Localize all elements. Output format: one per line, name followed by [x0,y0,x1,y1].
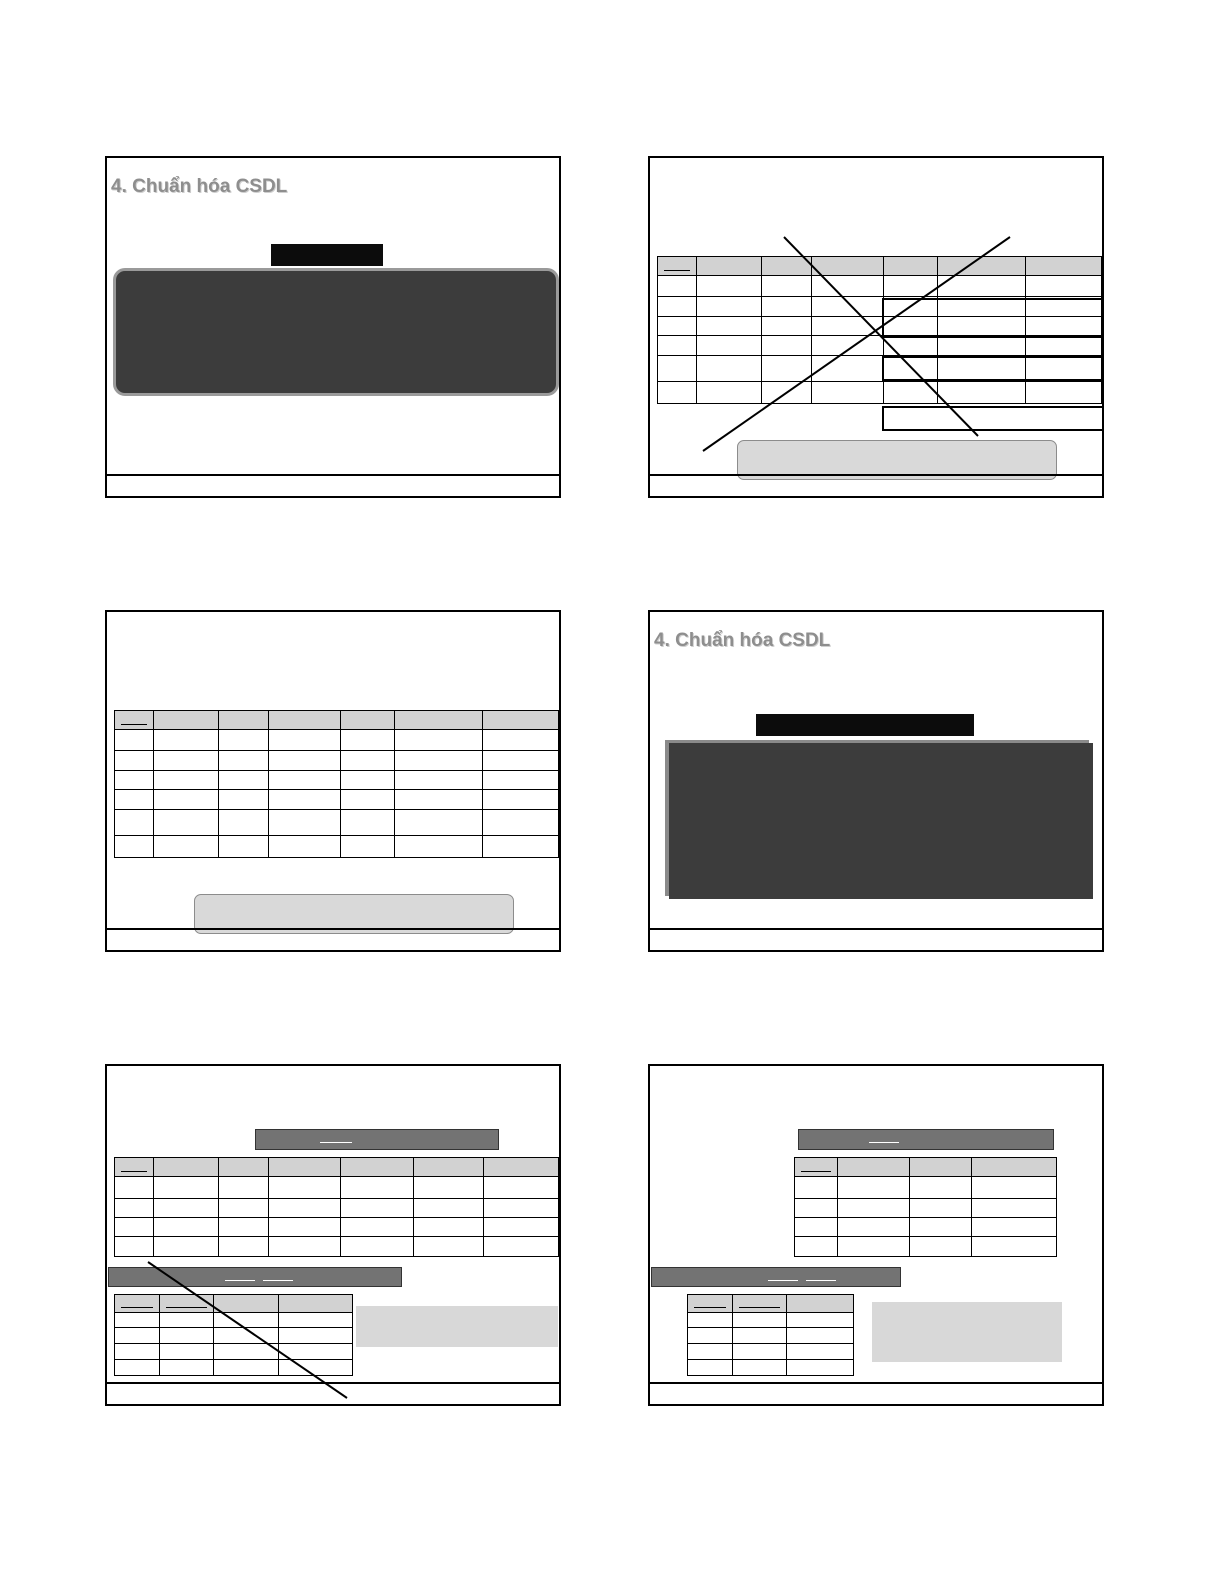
slide-2 [648,156,1104,498]
dark-content-box [113,268,559,396]
table-header-row [795,1158,1057,1177]
table-row [658,276,1102,297]
table-caption-bar [108,1267,402,1287]
slide-footer-line [650,1382,1102,1384]
table-row [115,1328,353,1344]
table-caption-bar [255,1129,499,1150]
dark-content-box [669,743,1093,899]
table-row [115,810,559,836]
table-row [795,1199,1057,1218]
table-header-row [115,1158,559,1177]
table-row [688,1360,854,1376]
data-table [114,1157,559,1257]
table-row [688,1344,854,1360]
table-row [795,1177,1057,1199]
highlight-box [882,356,1104,381]
slide-footer-line [107,474,559,476]
table-row [115,1313,353,1328]
table-row [115,771,559,790]
table-header-row [658,257,1102,276]
table-row [115,1344,353,1360]
table-row [115,751,559,771]
table-caption-bar [651,1267,901,1287]
slide-3 [105,610,561,952]
data-table [794,1157,1057,1257]
table-row [115,730,559,751]
table-row [115,1199,559,1218]
table-header-row [688,1295,854,1313]
slide-title: 4. Chuẩn hóa CSDL [654,630,831,651]
table-row [795,1218,1057,1237]
gray-note-box [872,1302,1062,1362]
slide-6 [648,1064,1104,1406]
slide-footer-line [650,928,1102,930]
slide-1 [105,156,561,498]
slide-footer-line [107,1382,559,1384]
table-row [658,382,1102,404]
data-table [114,1294,353,1376]
table-row [115,1177,559,1199]
slide-title: 4. Chuẩn hóa CSDL [111,176,288,197]
table-row [115,1360,353,1376]
slide-5 [105,1064,561,1406]
gray-note-box [356,1306,558,1347]
table-caption-bar [798,1129,1054,1150]
table-row [688,1328,854,1344]
table-row [658,336,1102,356]
table-header-row [115,711,559,730]
table-header-row [115,1295,353,1313]
highlight-box [882,406,1104,431]
slide-footer-line [107,928,559,930]
slide-footer-line [650,474,1102,476]
table-row [115,1218,559,1237]
data-table [114,710,559,858]
black-heading-bar [756,714,974,736]
data-table [687,1294,854,1376]
slide-4 [648,610,1104,952]
table-row [688,1313,854,1328]
table-row [115,836,559,858]
table-row [795,1237,1057,1257]
table-row [115,790,559,810]
table-row [115,1237,559,1257]
highlight-box [882,298,1104,338]
black-heading-bar [271,244,383,266]
